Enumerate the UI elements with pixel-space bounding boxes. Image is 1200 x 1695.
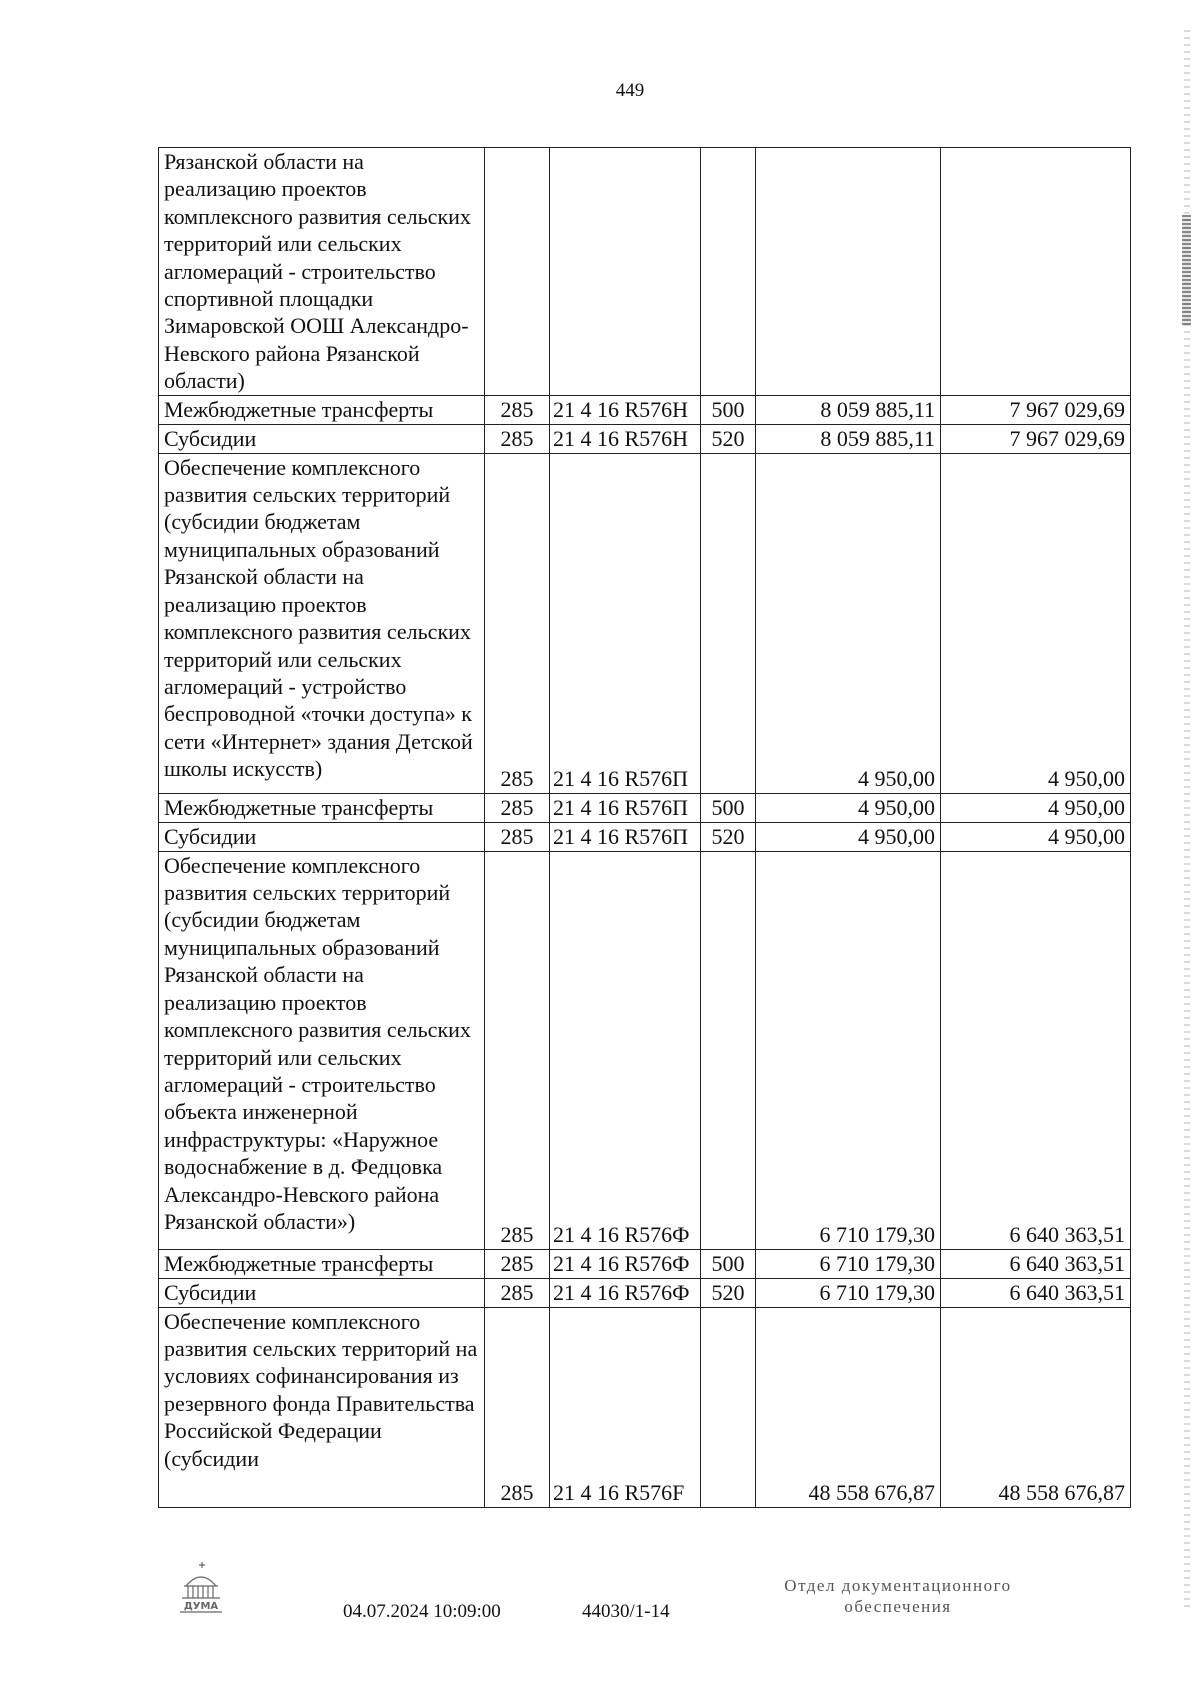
row-sum-1: 6 710 179,30: [756, 1278, 941, 1307]
duma-emblem-icon: [172, 1560, 230, 1618]
table-row: [159, 822, 1131, 851]
row-sum-2: 4 950,00: [941, 793, 1131, 822]
page-number: 449: [615, 80, 645, 101]
table-row: [159, 793, 1131, 822]
row-csr: 21 4 16 R576Ф: [550, 1249, 701, 1278]
table-row: [159, 453, 1131, 793]
row-name: Субсидии: [159, 822, 485, 851]
row-gr: 285: [485, 453, 550, 793]
row-sum-2: 6 640 363,51: [941, 851, 1131, 1249]
row-vr: [701, 851, 756, 1249]
row-sum-1: 4 950,00: [756, 453, 941, 793]
row-csr: 21 4 16 R576Ф: [550, 851, 701, 1249]
row-name: Межбюджетные трансферты: [159, 793, 485, 822]
row-csr: 21 4 16 R576П: [550, 822, 701, 851]
row-csr: 21 4 16 R576П: [550, 453, 701, 793]
row-gr: [485, 148, 550, 396]
row-gr: 285: [485, 424, 550, 453]
row-sum-2: 6 640 363,51: [941, 1278, 1131, 1307]
row-gr: 285: [485, 822, 550, 851]
row-sum-2: 4 950,00: [941, 453, 1131, 793]
row-sum-2: 7 967 029,69: [941, 424, 1131, 453]
footer-registration-number: 44030/1-14: [582, 1601, 670, 1622]
row-gr: 285: [485, 1307, 550, 1507]
table-row: [159, 1307, 1131, 1507]
row-gr: 285: [485, 793, 550, 822]
stamp-line-2: обеспечения: [844, 1597, 952, 1616]
row-vr: 500: [701, 793, 756, 822]
row-sum-2: 7 967 029,69: [941, 395, 1131, 424]
row-vr: [701, 1307, 756, 1507]
row-csr: 21 4 16 R576F: [550, 1307, 701, 1507]
row-name: Обеспечение комплексного развития сельских территорий (субсидии бюджетам муниципальных образований Рязанской области на реализацию проектов комплексного развития сельских территорий или сельских агломераций - строительство объекта инженерной инфраструктуры: «Наружное водоснабжение в д. Федцовка Александро-Невского района Рязанской области»): [159, 851, 485, 1249]
row-csr: 21 4 16 R576Н: [550, 424, 701, 453]
row-sum-1: 6 710 179,30: [756, 851, 941, 1249]
row-gr: 285: [485, 1278, 550, 1307]
row-vr: 500: [701, 395, 756, 424]
footer-date: 04.07.2024 10:09:00: [343, 1601, 501, 1622]
row-sum-2: 4 950,00: [941, 822, 1131, 851]
row-sum-1: 8 059 885,11: [756, 424, 941, 453]
row-sum-1: 4 950,00: [756, 822, 941, 851]
table-row: [159, 1278, 1131, 1307]
row-csr: [550, 148, 701, 396]
row-sum-1: 48 558 676,87: [756, 1307, 941, 1507]
row-sum-1: 8 059 885,11: [756, 395, 941, 424]
budget-table: [158, 147, 1131, 1508]
row-gr: 285: [485, 851, 550, 1249]
row-sum-2: 48 558 676,87: [941, 1307, 1131, 1507]
row-gr: 285: [485, 1249, 550, 1278]
row-csr: 21 4 16 R576Н: [550, 395, 701, 424]
table-row: [159, 851, 1131, 1249]
stamp-line-1: Отдел документационного: [784, 1576, 1012, 1595]
emblem-text: ДУМА: [183, 1601, 219, 1612]
table-row: [159, 148, 1131, 396]
row-csr: 21 4 16 R576П: [550, 793, 701, 822]
row-vr: 520: [701, 1278, 756, 1307]
row-sum-1: 4 950,00: [756, 793, 941, 822]
row-vr: [701, 453, 756, 793]
row-name: Обеспечение комплексного развития сельских территорий (субсидии бюджетам муниципальных образований Рязанской области на реализацию проектов комплексного развития сельских территорий или сельских агломераций - устройство беспроводной «точки доступа» к сети «Интернет» здания Детской школы искусств): [159, 453, 485, 793]
row-sum-2: 6 640 363,51: [941, 1249, 1131, 1278]
row-vr: 500: [701, 1249, 756, 1278]
table-row: [159, 424, 1131, 453]
row-sum-2: [941, 148, 1131, 396]
row-gr: 285: [485, 395, 550, 424]
row-csr: 21 4 16 R576Ф: [550, 1278, 701, 1307]
row-name: Межбюджетные трансферты: [159, 395, 485, 424]
table-row: [159, 395, 1131, 424]
row-sum-1: [756, 148, 941, 396]
table-row: [159, 1249, 1131, 1278]
row-name: Межбюджетные трансферты: [159, 1249, 485, 1278]
row-vr: 520: [701, 822, 756, 851]
row-sum-1: 6 710 179,30: [756, 1249, 941, 1278]
row-name: Рязанской области на реализацию проектов комплексного развития сельских территорий или сельских агломераций - строительство спортивной площадки Зимаровской ООШ Александро-Невского района Рязанской области): [159, 148, 485, 396]
department-stamp: [738, 1575, 1058, 1617]
row-vr: [701, 148, 756, 396]
row-vr: 520: [701, 424, 756, 453]
row-name: Субсидии: [159, 424, 485, 453]
row-name: Субсидии: [159, 1278, 485, 1307]
row-name: Обеспечение комплексного развития сельских территорий на условиях софинансирования из резервного фонда Правительства Российской Федерации (субсидии: [159, 1307, 485, 1507]
scan-marks-artifact: [1182, 215, 1191, 325]
